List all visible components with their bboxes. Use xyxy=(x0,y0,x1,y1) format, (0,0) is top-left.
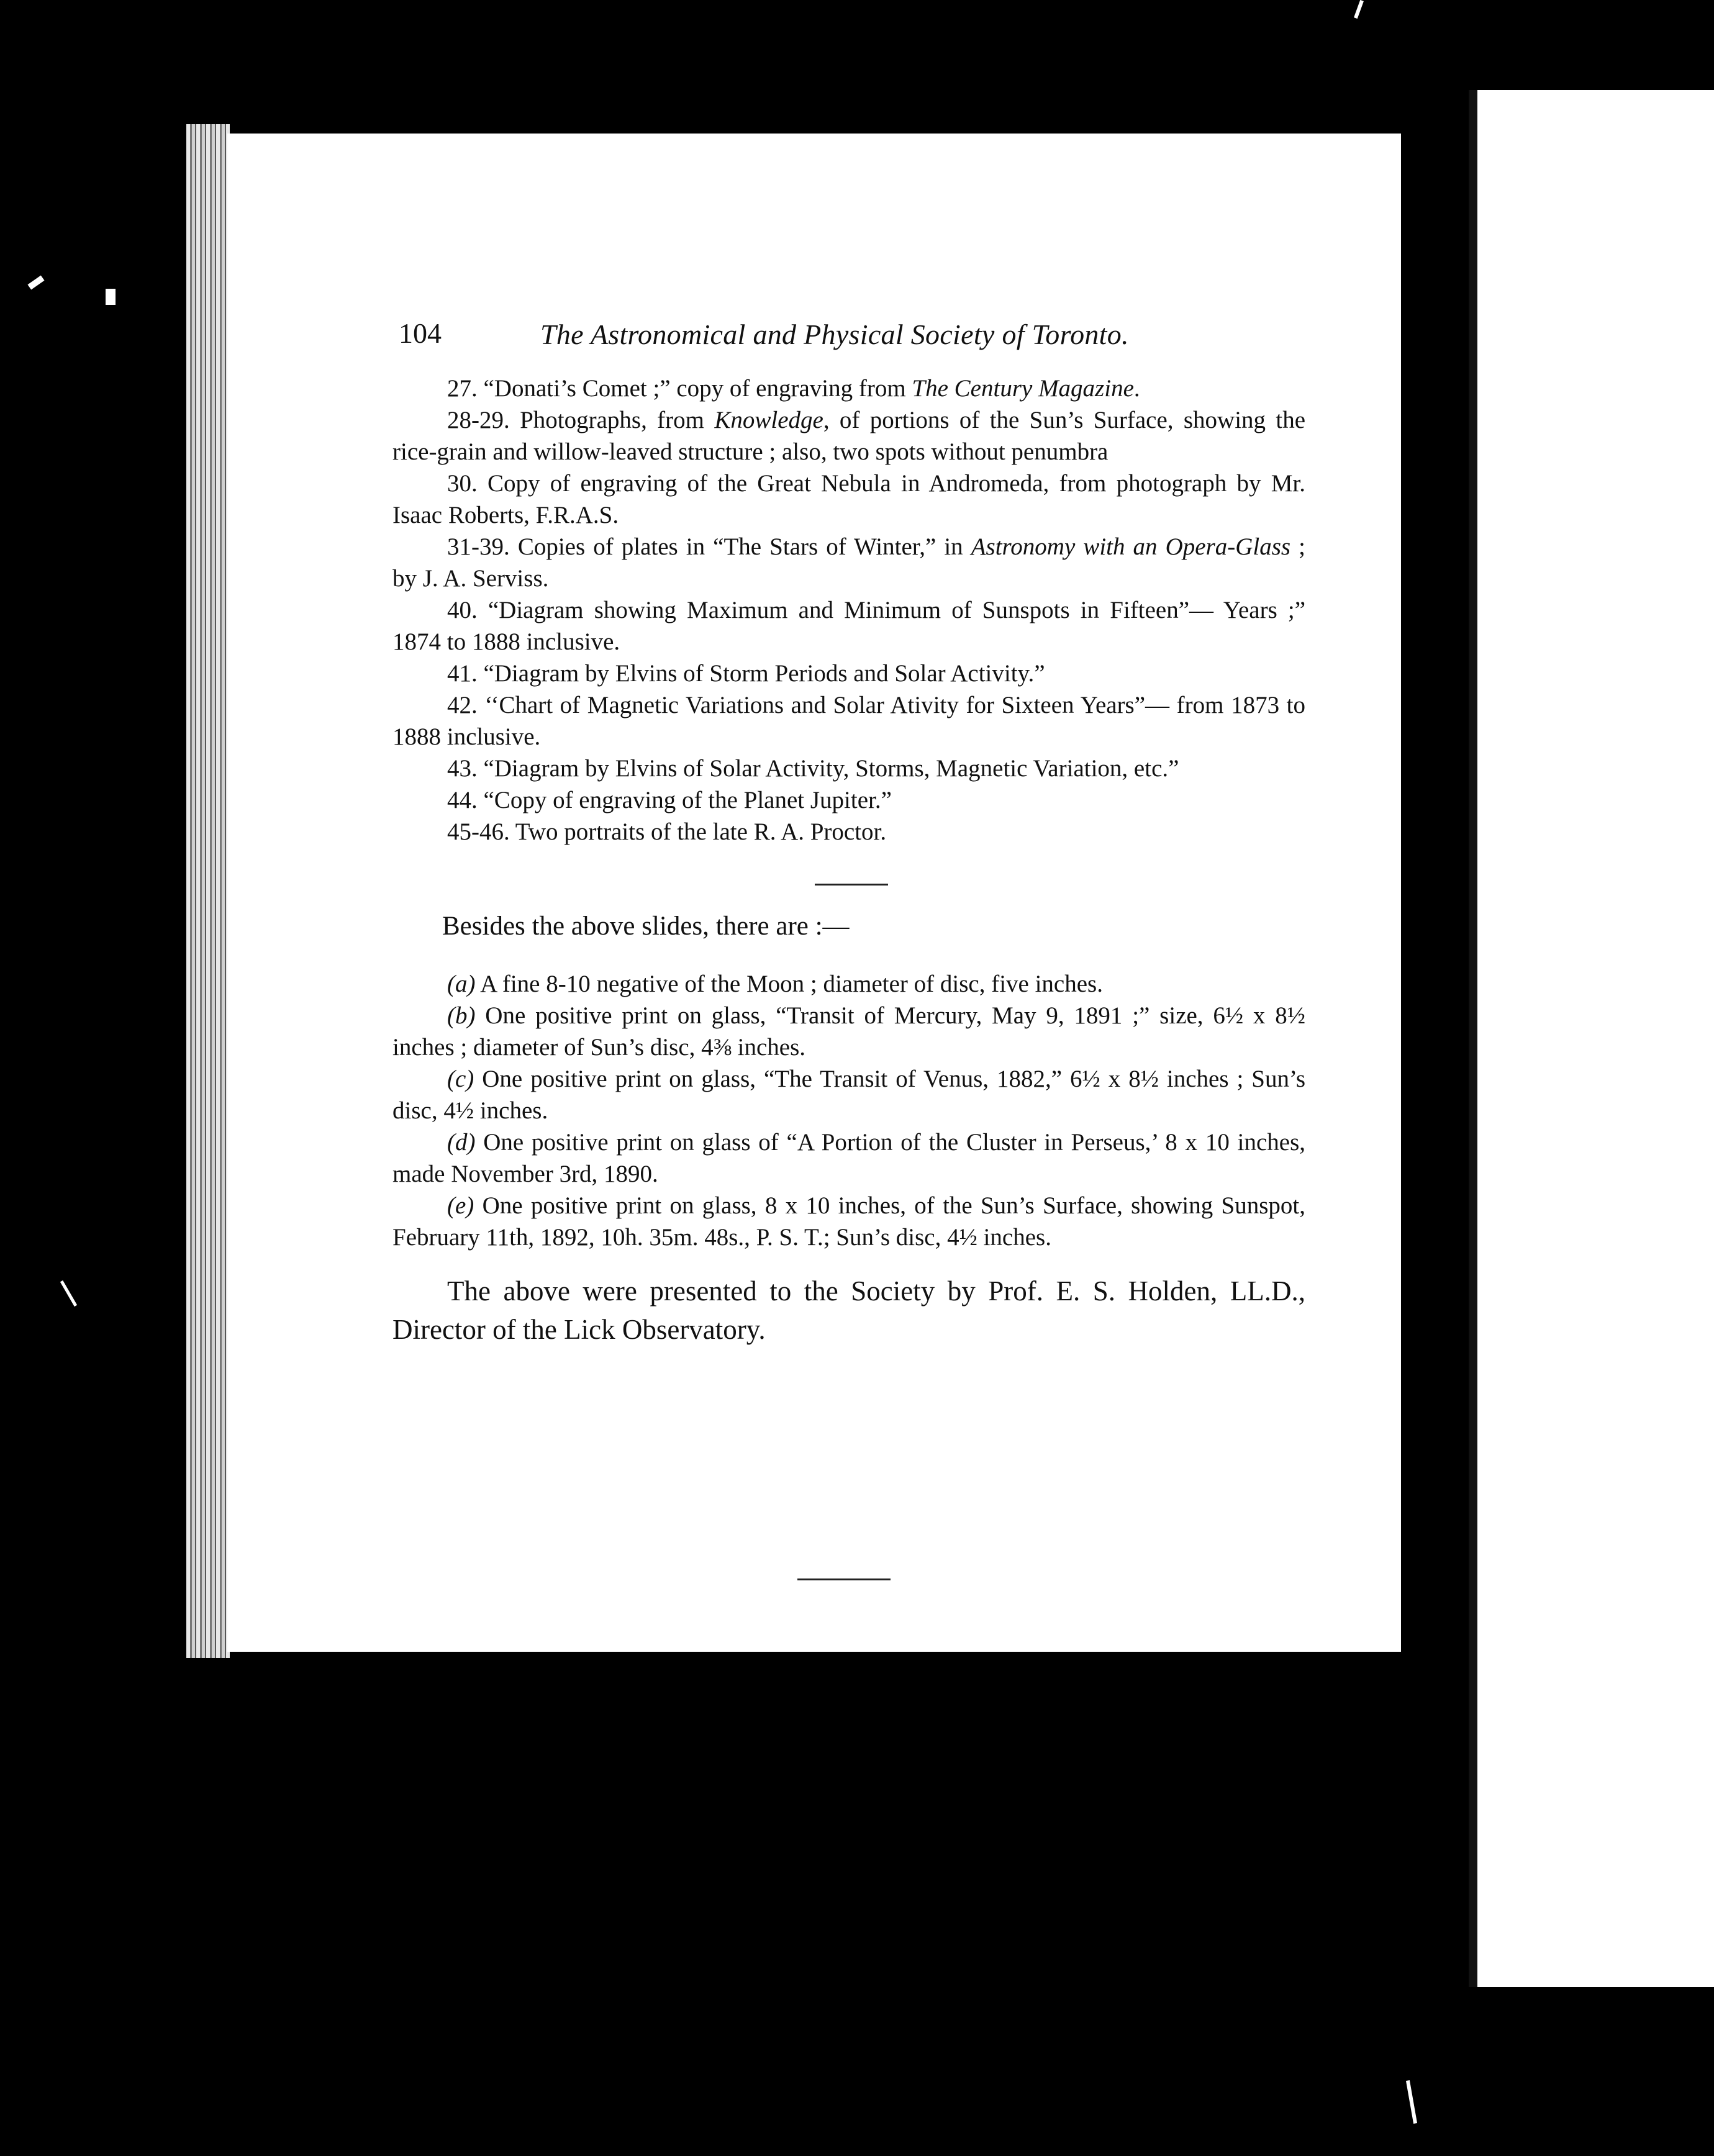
additional-items xyxy=(392,968,1305,1253)
slide-entry: 41. “Diagram by Elvins of Storm Periods and Solar Activity.” xyxy=(447,660,1045,687)
scan-speck xyxy=(106,289,116,305)
slide-entry: 42. ‘‘Chart of Magnetic Variations and Solar Ativity for Sixteen Years”— from 1873 to 1888 inclusive. xyxy=(392,692,1306,750)
scan-speck xyxy=(1406,2080,1417,2124)
item-entry: (a) A fine 8-10 negative of the Moon ; diameter of disc, five inches. xyxy=(447,971,1103,997)
slide-entry: 31-39. Copies of plates in “The Stars of Winter,” in Astronomy with an Opera-Glass ; by J. A. Serviss. xyxy=(392,533,1306,592)
scan-speck xyxy=(60,1280,77,1307)
page-body xyxy=(392,373,1305,1580)
item-entry: (c) One positive print on glass, “The Transit of Venus, 1882,” 6½ x 8½ inches ; Sun’s disc, 4½ inches. xyxy=(392,1066,1305,1124)
section-divider xyxy=(815,884,888,886)
slide-entry: 27. “Donati’s Comet ;” copy of engraving from The Century Magazine. xyxy=(447,375,1140,402)
scan-speck xyxy=(27,275,44,289)
page-stack-edge xyxy=(186,124,230,1658)
item-entry: (b) One positive print on glass, “Transit of Mercury, May 9, 1891 ;” size, 6½ x 8½ inches ; diameter of Sun’s disc, 4⅜ inches. xyxy=(392,1002,1305,1061)
running-header xyxy=(399,310,1175,360)
slide-entry: 45-46. Two portraits of the late R. A. Proctor. xyxy=(447,818,887,845)
scan-speck xyxy=(1354,0,1364,19)
page-number: 104 xyxy=(399,317,442,349)
besides-heading: Besides the above slides, there are :— xyxy=(442,912,850,941)
slide-entry: 28-29. Photographs, from Knowledge, of portions of the Sun’s Surface, showing the rice-grain and willow-leaved structure ; also, two spots without penumbra xyxy=(392,407,1306,465)
end-divider xyxy=(797,1578,891,1580)
item-entry: (d) One positive print on glass of “A Portion of the Cluster in Perseus,’ 8 x 10 inches, made November 3rd, 1890. xyxy=(392,1129,1305,1187)
slide-entry: 43. “Diagram by Elvins of Solar Activity, Storms, Magnetic Variation, etc.” xyxy=(447,755,1179,782)
slide-entry: 30. Copy of engraving of the Great Nebula in Andromeda, from photograph by Mr. Isaac Roberts, F.R.A.S. xyxy=(392,470,1305,528)
slide-entry: 44. “Copy of engraving of the Planet Jupiter.” xyxy=(447,787,892,813)
facing-page-edge xyxy=(1469,90,1714,1987)
slide-list xyxy=(392,373,1305,848)
slide-entry: 40. “Diagram showing Maximum and Minimum of Sunspots in Fifteen”— Years ;” 1874 to 1888 inclusive. xyxy=(392,597,1306,655)
item-entry: (e) One positive print on glass, 8 x 10 inches, of the Sun’s Surface, showing Sunspot, February 11th, 1892, 10h. 35m. 48s., P. S. T.; Sun’s disc, 4½ inches. xyxy=(392,1192,1305,1251)
closing-paragraph: The above were presented to the Society by Prof. E. S. Holden, LL.D., Director of the Lick Observatory. xyxy=(392,1275,1305,1345)
running-title: The Astronomical and Physical Society of Toronto. xyxy=(540,319,1129,350)
